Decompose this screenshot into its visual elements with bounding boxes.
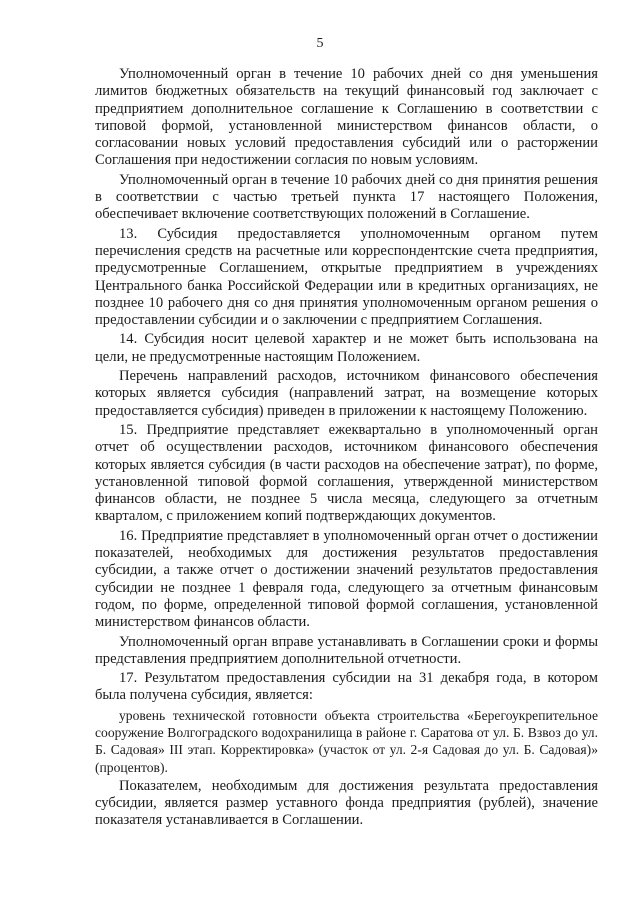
document-body xyxy=(95,66,598,832)
paragraph: 13. Субсидия предоставляется уполномоченным органом путем перечисления средств на расчетные или корреспондентские счета предприятия, предусмотренные Соглашением, открытые предприятием в учреждениях Центрального банка Российской Федерации или в кредитных организациях, не позднее 10 рабочего дня со дня принятия уполномоченным органом решения о предоставлении субсидии и о заключении с предприятием Соглашения. xyxy=(95,225,598,329)
paragraph: Перечень направлений расходов, источником финансового обеспечения которых является субсидия (направлений затрат, на возмещение которых предоставляется субсидия) приведен в приложении к настоящему Положению. xyxy=(95,368,598,419)
paragraph: Уполномоченный орган в течение 10 рабочих дней со дня уменьшения лимитов бюджетных обязательств на текущий финансовый год заключает с предприятием дополнительное соглашение к Соглашению в соответствии с типовой формой, установленной министерством финансов области, о согласовании новых условий предоставления субсидий или о расторжении Соглашения при недостижении согласия по новым условиям. xyxy=(95,66,598,169)
paragraph: Показателем, необходимым для достижения результата предоставления субсидии, является размер уставного фонда предприятия (рублей), значение показателя устанавливается в Соглашении. xyxy=(95,777,598,829)
paragraph: 16. Предприятие представляет в уполномоченный орган отчет о достижении показателей, необходимых для достижения результатов предоставления субсидии, а также отчет о достижении значений результатов предоставления субсидии не позднее 1 февраля года, следующего за отчетным финансовым годом, по форме, определенной типовой формой соглашения, установленной министерством финансов области. xyxy=(95,527,598,631)
paragraph: Уполномоченный орган вправе устанавливать в Соглашении сроки и формы представления предприятием дополнительной отчетности. xyxy=(95,633,598,667)
paragraph: 14. Субсидия носит целевой характер и не может быть использована на цели, не предусмотренные настоящим Положением. xyxy=(95,331,598,365)
paragraph: уровень технической готовности объекта строительства «Берегоукрепительное сооружение Волгоградского водохранилища в районе г. Саратова от ул. Б. Взвоз до ул. Б. Садовая» III этап. Корректировка» (участок от ул. 2-я Садовая до ул. Б. Садовая)» (процентов). xyxy=(95,707,598,775)
paragraph: 17. Результатом предоставления субсидии на 31 декабря года, в котором была получена субсидия, является: xyxy=(95,670,598,704)
paragraph: 15. Предприятие представляет ежеквартально в уполномоченный орган отчет об осуществлении расходов, источником финансового обеспечения которых является субсидия (в части расходов на обеспечение затрат), по форме, установленной типовой формой соглашения, утвержденной министерством финансов области, не позднее 5 числа месяца, следующего за отчетным кварталом, с приложением копий подтверждающих документов. xyxy=(95,421,598,525)
page-number: 5 xyxy=(316,36,324,51)
paragraph: Уполномоченный орган в течение 10 рабочих дней со дня принятия решения в соответствии с частью третьей пункта 17 настоящего Положения, обеспечивает включение соответствующих положений в Соглашение. xyxy=(95,171,598,223)
